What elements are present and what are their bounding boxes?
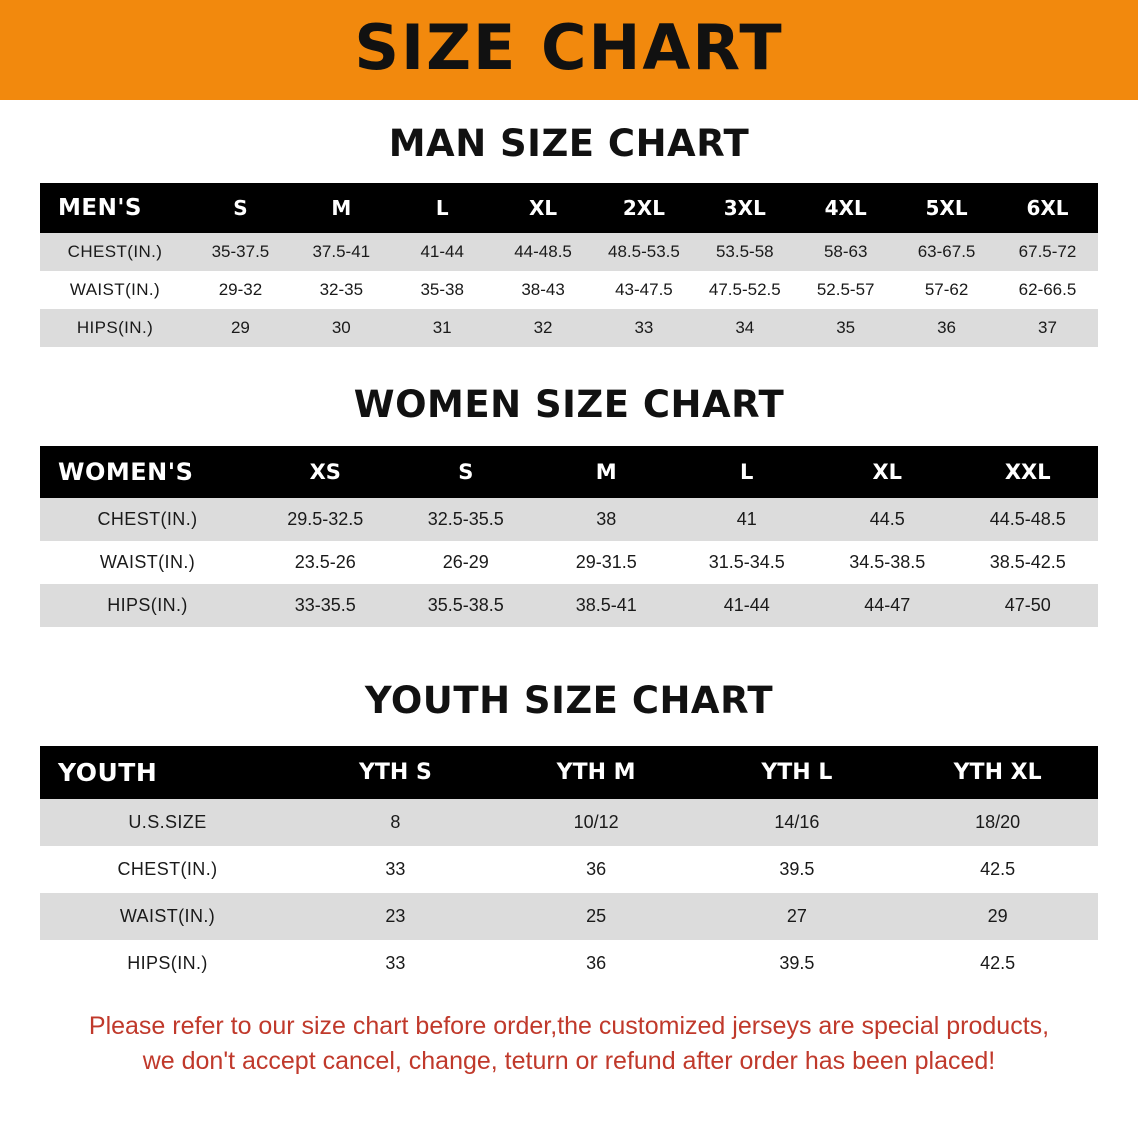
table-header-row [40,446,1098,498]
men-header-xl: XL [493,183,594,233]
women-header-xxl: XXL [958,446,1099,498]
note-line-1: Please refer to our size chart before order,the customized jerseys are special products, [88,1012,1050,1040]
men-waist-5xl: 57-62 [896,271,997,309]
youth-row-label-chest: CHEST(IN.) [40,846,295,893]
men-waist-2xl: 43-47.5 [594,271,695,309]
women-hips-m: 38.5-41 [536,584,677,627]
women-chest-m: 38 [536,498,677,541]
men-hips-xl: 32 [493,309,594,347]
man-table-wrap [40,183,1098,347]
youth-ussize-xl: 18/20 [897,799,1098,846]
table-header-row [40,746,1098,799]
table-header-row [40,183,1098,233]
women-header-xl: XL [817,446,958,498]
youth-header-m: YTH M [496,746,697,799]
women-waist-xxl: 38.5-42.5 [958,541,1099,584]
youth-hips-xl: 42.5 [897,940,1098,987]
youth-waist-xl: 29 [897,893,1098,940]
men-chest-m: 37.5-41 [291,233,392,271]
women-waist-xs: 23.5-26 [255,541,396,584]
women-waist-l: 31.5-34.5 [677,541,818,584]
women-row-label-chest: CHEST(IN.) [40,498,255,541]
youth-row-label-ussize: U.S.SIZE [40,799,295,846]
youth-chest-xl: 42.5 [897,846,1098,893]
men-waist-l: 35-38 [392,271,493,309]
men-waist-xl: 38-43 [493,271,594,309]
men-chest-3xl: 53.5-58 [694,233,795,271]
men-header-5xl: 5XL [896,183,997,233]
youth-header-l: YTH L [697,746,898,799]
youth-chest-m: 36 [496,846,697,893]
table-row [40,893,1098,940]
women-table-wrap [40,446,1098,627]
men-header-s: S [190,183,291,233]
note-line-2: we don't accept cancel, change, teturn or refund after order has been placed! [142,1046,996,1075]
women-hips-xl: 44-47 [817,584,958,627]
men-hips-3xl: 34 [694,309,795,347]
women-size-table [40,446,1098,627]
men-chest-6xl: 67.5-72 [997,233,1098,271]
women-header-label: WOMEN'S [40,446,255,498]
women-header-l: L [677,446,818,498]
table-row [40,799,1098,846]
youth-header-label: YOUTH [40,746,295,799]
men-waist-6xl: 62-66.5 [997,271,1098,309]
women-chest-xl: 44.5 [817,498,958,541]
table-row [40,541,1098,584]
table-row [40,846,1098,893]
youth-ussize-m: 10/12 [496,799,697,846]
men-hips-6xl: 37 [997,309,1098,347]
youth-ussize-s: 8 [295,799,496,846]
men-chest-2xl: 48.5-53.5 [594,233,695,271]
women-waist-xl: 34.5-38.5 [817,541,958,584]
man-section-heading: MAN SIZE CHART [388,122,750,165]
women-section-heading: WOMEN SIZE CHART [353,383,785,426]
women-header-s: S [396,446,537,498]
page-title: SIZE CHART [354,11,784,84]
table-row [40,309,1098,347]
men-waist-s: 29-32 [190,271,291,309]
youth-ussize-l: 14/16 [697,799,898,846]
women-row-label-hips: HIPS(IN.) [40,584,255,627]
men-header-6xl: 6XL [997,183,1098,233]
women-hips-l: 41-44 [677,584,818,627]
youth-waist-l: 27 [697,893,898,940]
table-row [40,940,1098,987]
women-waist-m: 29-31.5 [536,541,677,584]
page-banner [0,0,1138,100]
men-row-label-hips: HIPS(IN.) [40,309,190,347]
women-chest-xxl: 44.5-48.5 [958,498,1099,541]
table-row [40,498,1098,541]
women-hips-xxl: 47-50 [958,584,1099,627]
youth-header-s: YTH S [295,746,496,799]
women-header-xs: XS [255,446,396,498]
men-hips-4xl: 35 [795,309,896,347]
men-header-label: MEN'S [40,183,190,233]
women-row-label-waist: WAIST(IN.) [40,541,255,584]
men-header-l: L [392,183,493,233]
women-chest-l: 41 [677,498,818,541]
youth-row-label-hips: HIPS(IN.) [40,940,295,987]
youth-waist-m: 25 [496,893,697,940]
youth-hips-s: 33 [295,940,496,987]
youth-section-heading: YOUTH SIZE CHART [364,679,774,722]
men-chest-l: 41-44 [392,233,493,271]
men-chest-4xl: 58-63 [795,233,896,271]
women-waist-s: 26-29 [396,541,537,584]
men-hips-m: 30 [291,309,392,347]
men-waist-m: 32-35 [291,271,392,309]
youth-hips-l: 39.5 [697,940,898,987]
men-waist-3xl: 47.5-52.5 [694,271,795,309]
man-size-table [40,183,1098,347]
women-hips-xs: 33-35.5 [255,584,396,627]
men-row-label-chest: CHEST(IN.) [40,233,190,271]
youth-header-xl: YTH XL [897,746,1098,799]
men-hips-5xl: 36 [896,309,997,347]
youth-size-table [40,746,1098,987]
men-hips-l: 31 [392,309,493,347]
table-row [40,584,1098,627]
youth-row-label-waist: WAIST(IN.) [40,893,295,940]
men-header-2xl: 2XL [594,183,695,233]
table-row [40,271,1098,309]
women-chest-xs: 29.5-32.5 [255,498,396,541]
women-chest-s: 32.5-35.5 [396,498,537,541]
youth-hips-m: 36 [496,940,697,987]
youth-table-wrap [40,746,1098,987]
men-hips-2xl: 33 [594,309,695,347]
men-waist-4xl: 52.5-57 [795,271,896,309]
size-chart-note [40,1009,1098,1078]
men-chest-xl: 44-48.5 [493,233,594,271]
women-hips-s: 35.5-38.5 [396,584,537,627]
women-header-m: M [536,446,677,498]
men-hips-s: 29 [190,309,291,347]
youth-chest-l: 39.5 [697,846,898,893]
men-chest-5xl: 63-67.5 [896,233,997,271]
men-header-3xl: 3XL [694,183,795,233]
men-header-4xl: 4XL [795,183,896,233]
youth-chest-s: 33 [295,846,496,893]
men-chest-s: 35-37.5 [190,233,291,271]
table-row [40,233,1098,271]
men-row-label-waist: WAIST(IN.) [40,271,190,309]
youth-waist-s: 23 [295,893,496,940]
men-header-m: M [291,183,392,233]
